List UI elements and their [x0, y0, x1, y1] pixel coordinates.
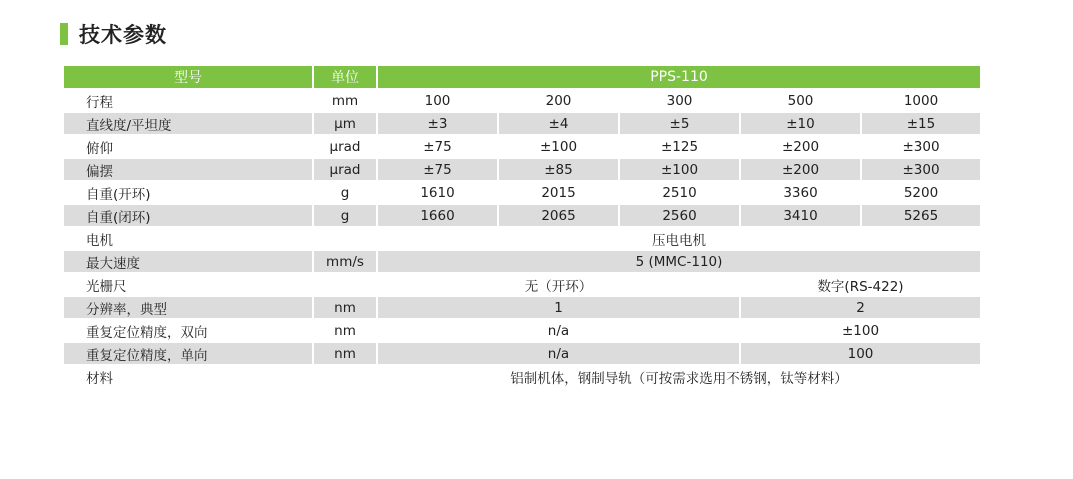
table-row [64, 182, 980, 203]
row-value: 2 [741, 297, 980, 318]
row-value: 2065 [499, 205, 618, 226]
row-name: 分辨率，典型 [64, 297, 312, 318]
row-value: ±5 [620, 113, 739, 134]
row-value: ±200 [741, 159, 860, 180]
row-unit: mm [314, 90, 376, 111]
row-value: ±4 [499, 113, 618, 134]
row-value: ±10 [741, 113, 860, 134]
header-row [64, 66, 980, 88]
row-name: 重复定位精度，双向 [64, 320, 312, 341]
row-value: ±300 [862, 159, 980, 180]
row-value: 100 [378, 90, 497, 111]
table-row [64, 136, 980, 157]
row-unit: nm [314, 297, 376, 318]
row-value: 压电电机 [378, 228, 980, 249]
row-value: n/a [378, 320, 739, 341]
table-row [64, 366, 980, 387]
row-name: 自重(开环) [64, 182, 312, 203]
row-value: 2560 [620, 205, 739, 226]
heading-accent-bar [60, 23, 68, 45]
row-name: 重复定位精度，单向 [64, 343, 312, 364]
row-value: 1610 [378, 182, 497, 203]
table-row [64, 228, 980, 249]
row-name: 自重(闭环) [64, 205, 312, 226]
row-value: ±200 [741, 136, 860, 157]
row-unit: μrad [314, 136, 376, 157]
row-unit: μrad [314, 159, 376, 180]
row-value: 无（开环） [378, 274, 739, 295]
row-value: 5265 [862, 205, 980, 226]
section-title: 技术参数 [79, 23, 167, 47]
header-unit: 单位 [314, 66, 376, 88]
table-row [64, 343, 980, 364]
row-value: ±125 [620, 136, 739, 157]
row-unit [314, 228, 376, 249]
row-name: 最大速度 [64, 251, 312, 272]
row-value: 3360 [741, 182, 860, 203]
row-value: 5200 [862, 182, 980, 203]
row-unit: nm [314, 320, 376, 341]
row-value: 1660 [378, 205, 497, 226]
row-unit [314, 274, 376, 295]
row-name: 俯仰 [64, 136, 312, 157]
row-unit: nm [314, 343, 376, 364]
row-value: ±85 [499, 159, 618, 180]
table-row [64, 90, 980, 111]
row-unit: mm/s [314, 251, 376, 272]
row-unit: g [314, 182, 376, 203]
row-value: 500 [741, 90, 860, 111]
section-heading [60, 20, 167, 48]
row-name: 偏摆 [64, 159, 312, 180]
row-unit: g [314, 205, 376, 226]
row-name: 光栅尺 [64, 274, 312, 295]
row-value: 5 (MMC-110) [378, 251, 980, 272]
row-value: 铝制机体，钢制导轨（可按需求选用不锈钢，钛等材料） [378, 366, 980, 387]
header-product: PPS-110 [378, 66, 980, 88]
row-name: 材料 [64, 366, 312, 387]
row-value: n/a [378, 343, 739, 364]
row-name: 直线度/平坦度 [64, 113, 312, 134]
row-unit: μm [314, 113, 376, 134]
row-value: 200 [499, 90, 618, 111]
table-row [64, 297, 980, 318]
header-model: 型号 [64, 66, 312, 88]
table-row [64, 274, 980, 295]
row-value: ±75 [378, 159, 497, 180]
row-unit [314, 366, 376, 387]
row-value: 2510 [620, 182, 739, 203]
spec-table [62, 64, 982, 389]
table-row [64, 251, 980, 272]
row-value: ±15 [862, 113, 980, 134]
row-value: ±75 [378, 136, 497, 157]
table-row [64, 205, 980, 226]
row-value: ±3 [378, 113, 497, 134]
row-value: ±100 [741, 320, 980, 341]
row-value: 1000 [862, 90, 980, 111]
row-value: 100 [741, 343, 980, 364]
table-row [64, 320, 980, 341]
row-value: 3410 [741, 205, 860, 226]
table-row [64, 159, 980, 180]
row-value: ±300 [862, 136, 980, 157]
row-value: ±100 [499, 136, 618, 157]
row-value: ±100 [620, 159, 739, 180]
row-value: 2015 [499, 182, 618, 203]
row-name: 行程 [64, 90, 312, 111]
row-name: 电机 [64, 228, 312, 249]
row-value: 数字(RS-422) [741, 274, 980, 295]
row-value: 1 [378, 297, 739, 318]
table-row [64, 113, 980, 134]
row-value: 300 [620, 90, 739, 111]
